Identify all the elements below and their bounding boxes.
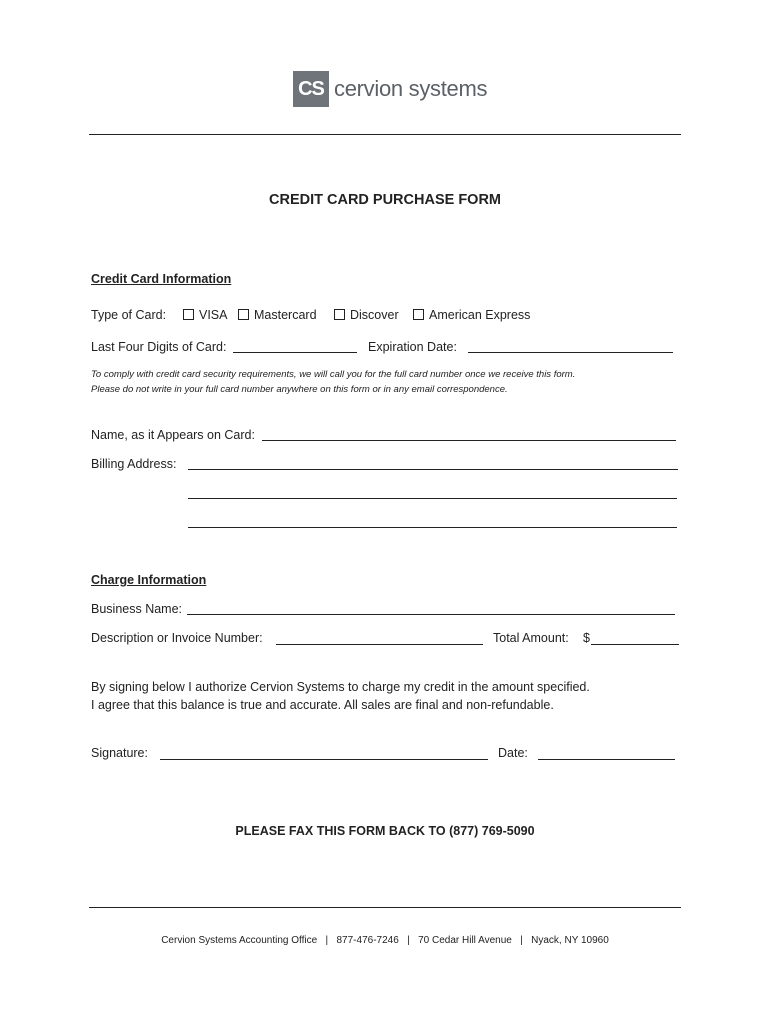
- fax-instruction: PLEASE FAX THIS FORM BACK TO (877) 769-5090: [235, 824, 535, 838]
- footer-separator-1: |: [325, 935, 329, 946]
- card-section-heading: Credit Card Information: [91, 272, 232, 286]
- total-amount-field[interactable]: [591, 644, 679, 645]
- billing-address-field-3[interactable]: [188, 527, 677, 528]
- expiration-label: Expiration Date:: [368, 340, 457, 354]
- company-logo-mark: CS: [293, 71, 329, 107]
- card-type-visa[interactable]: [183, 307, 228, 323]
- form-title: CREDIT CARD PURCHASE FORM: [269, 192, 501, 208]
- total-amount-label: Total Amount:: [493, 631, 569, 645]
- business-name-label: Business Name:: [91, 602, 183, 616]
- card-type-label: Type of Card:: [91, 308, 167, 322]
- security-note-line1: To comply with credit card security requirements, we will call you for the full card number once we receive this form.: [91, 369, 576, 380]
- description-label: Description or Invoice Number:: [91, 631, 263, 645]
- charge-section-heading: Charge Information: [91, 573, 207, 587]
- footer-separator-2: |: [407, 935, 410, 946]
- footer-divider: [89, 907, 681, 908]
- billing-address-field-1[interactable]: [188, 469, 678, 470]
- visa-label: VISA: [199, 308, 228, 322]
- business-name-field[interactable]: [187, 614, 675, 615]
- authorization-line2: I agree that this balance is true and accurate. All sales are final and non-refundable.: [91, 698, 554, 712]
- amex-label: American Express: [429, 308, 531, 322]
- card-type-amex[interactable]: [413, 307, 530, 323]
- authorization-line1: By signing below I authorize Cervion Systems to charge my credit in the amount specified.: [91, 680, 590, 694]
- company-logo-name: cervion systems: [334, 76, 488, 101]
- billing-address-field-2[interactable]: [188, 498, 677, 499]
- card-type-mastercard[interactable]: [238, 307, 317, 323]
- mastercard-checkbox[interactable]: [238, 309, 249, 320]
- name-on-card-field[interactable]: [262, 440, 676, 441]
- currency-symbol: $: [583, 631, 590, 645]
- card-type-discover[interactable]: [334, 307, 399, 323]
- footer-city: Nyack, NY 10960: [531, 935, 609, 946]
- description-field[interactable]: [276, 644, 483, 645]
- amex-checkbox[interactable]: [413, 309, 424, 320]
- footer-phone: 877-476-7246: [336, 935, 399, 946]
- discover-checkbox[interactable]: [334, 309, 345, 320]
- header-divider: [89, 134, 681, 135]
- last-four-field[interactable]: [233, 352, 357, 353]
- name-on-card-label: Name, as it Appears on Card:: [91, 428, 255, 442]
- billing-address-label: Billing Address:: [91, 457, 177, 471]
- discover-label: Discover: [350, 308, 399, 322]
- date-field[interactable]: [538, 759, 675, 760]
- expiration-field[interactable]: [468, 352, 673, 353]
- visa-checkbox[interactable]: [183, 309, 194, 320]
- footer-separator-3: |: [520, 935, 523, 946]
- mastercard-label: Mastercard: [254, 308, 317, 322]
- footer-office: Cervion Systems Accounting Office: [161, 935, 318, 946]
- signature-label: Signature:: [91, 746, 148, 760]
- last-four-label: Last Four Digits of Card:: [91, 340, 227, 354]
- footer-street: 70 Cedar Hill Avenue: [418, 935, 512, 946]
- date-label: Date:: [498, 746, 528, 760]
- footer-contact: [0, 935, 770, 946]
- security-note-line2: Please do not write in your full card number anywhere on this form or in any email correspondence.: [91, 384, 508, 395]
- signature-field[interactable]: [160, 759, 488, 760]
